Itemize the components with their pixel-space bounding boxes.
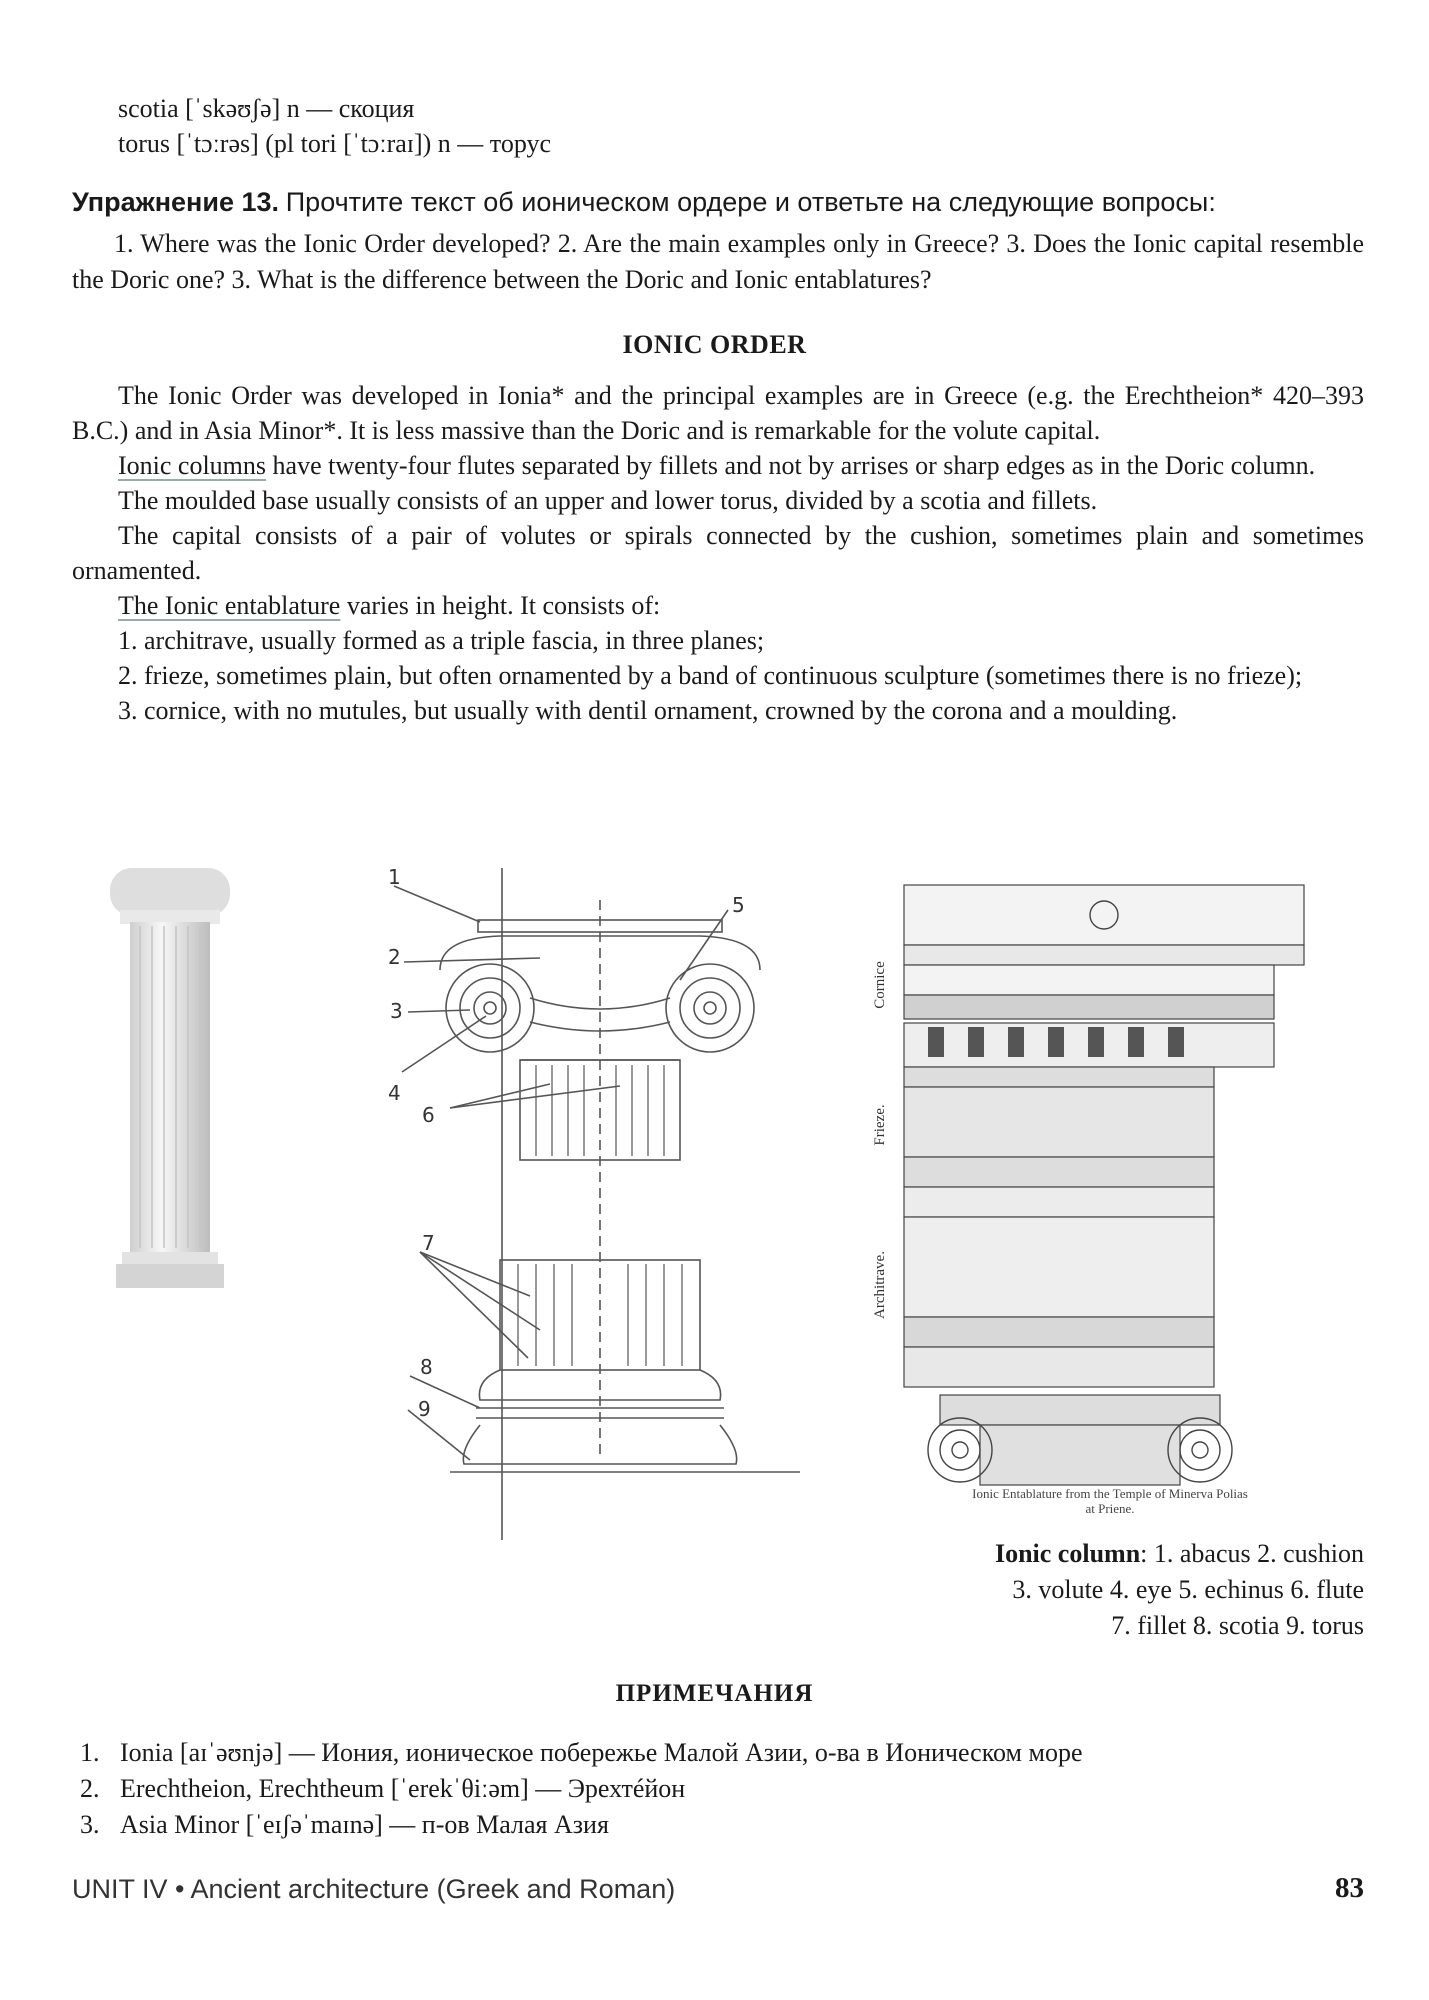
notes-list: [80, 1735, 1370, 1843]
figure-caption: [860, 1536, 1364, 1644]
paragraph-2: [72, 448, 1364, 483]
note-item: [80, 1807, 1370, 1843]
notes-title: ПРИМЕЧАНИЯ: [615, 1680, 814, 1707]
paragraph-5: [72, 588, 1364, 623]
glossary-entry-scotia: scotia [ˈskəʊʃə] n — скоция: [118, 94, 415, 123]
paragraph-2-text: have twenty-four flutes separated by fillets and not by arrises or sharp edges as in the Doric column.: [266, 451, 1316, 480]
callout-3: 3: [390, 999, 403, 1023]
callout-8: 8: [420, 1355, 433, 1379]
note-text: Asia Minor [ˈeɪʃəˈmaɪnə] — п-ов Малая Азия: [120, 1810, 609, 1839]
callout-9: 9: [418, 1397, 431, 1421]
callout-6: 6: [422, 1103, 435, 1127]
engraving-caption-line2: at Priene.: [1085, 1501, 1135, 1515]
note-number: 2.: [80, 1774, 100, 1803]
exercise-heading: [72, 185, 1372, 219]
column-photo: [100, 860, 240, 1300]
paragraph-1: The Ionic Order was developed in Ionia* and the principal examples are in Greece (e.g. the Erechtheion* 420–393 B.C.) and in Asia Minor*. It is less massive than the Doric and is remarkable for the volute capital.: [72, 381, 1364, 445]
paragraph-4: The capital consists of a pair of volutes or spirals connected by the cushion, sometimes plain and sometimes ornamented.: [72, 521, 1364, 585]
ionic-column-drawing: [380, 860, 820, 1550]
caption-line-1-text: : 1. abacus 2. cushion: [1140, 1539, 1364, 1568]
glossary-entry-torus: torus [ˈtɔːrəs] (pl tori [ˈtɔːraɪ]) n — торус: [118, 129, 552, 158]
running-footer: UNIT IV • Ancient architecture (Greek and Roman): [72, 1874, 676, 1904]
callout-2: 2: [388, 945, 401, 969]
underlined-term: The Ionic entablature: [118, 591, 341, 620]
caption-title: Ionic column: [994, 1539, 1141, 1568]
caption-line-3: 7. fillet 8. scotia 9. torus: [1111, 1611, 1364, 1640]
exercise-label: Упражнение 13.: [72, 187, 280, 217]
note-text: Erechtheion, Erechtheum [ˈerekˈθiːəm] — Эрехтéйон: [120, 1774, 686, 1803]
list-item-architrave: 1. architrave, usually formed as a triple fascia, in three planes;: [118, 626, 765, 655]
note-item: [80, 1771, 1370, 1807]
label-architrave: Architrave.: [872, 1251, 888, 1319]
caption-line-1: [860, 1536, 1364, 1572]
callout-4: 4: [388, 1081, 401, 1105]
label-cornice: Cornice: [872, 961, 888, 1009]
list-item-frieze: 2. frieze, sometimes plain, but often ornamented by a band of continuous sculpture (sometimes there is no frieze);: [118, 661, 1303, 690]
note-number: 1.: [80, 1738, 100, 1767]
engraving-caption-line1: Ionic Entablature from the Temple of Minerva Polias: [972, 1486, 1248, 1501]
list-item-cornice: 3. cornice, with no mutules, but usually with dentil ornament, crowned by the corona and a moulding.: [118, 696, 1178, 725]
exercise-questions: 1. Where was the Ionic Order developed? 2. Are the main examples only in Greece? 3. Does the Ionic capital resemble the Doric one? 3. What is the difference between the Doric and Ionic entablatures?: [72, 229, 1364, 294]
exercise-instruction: Прочтите текст об ионическом ордере и ответьте на следующие вопросы:: [285, 187, 1216, 217]
callout-7: 7: [422, 1231, 435, 1255]
note-number: 3.: [80, 1810, 100, 1839]
paragraph-3: The moulded base usually consists of an upper and lower torus, divided by a scotia and fillets.: [118, 486, 1098, 515]
entablature-engraving: [860, 875, 1330, 1515]
callout-1: 1: [388, 865, 401, 889]
note-item: [80, 1735, 1370, 1771]
page-number: 83: [1335, 1872, 1364, 1904]
caption-line-2: 3. volute 4. eye 5. echinus 6. flute: [1012, 1575, 1364, 1604]
label-frieze: Frieze.: [872, 1104, 888, 1146]
section-title: IONIC ORDER: [622, 330, 807, 359]
callout-5: 5: [732, 893, 745, 917]
main-text: [72, 378, 1364, 728]
paragraph-5-text: varies in height. It consists of:: [340, 591, 661, 620]
note-text: Ionia [aɪˈəʊnjə] — Иония, ионическое побережье Малой Азии, о-ва в Ионическом море: [120, 1738, 1083, 1767]
underlined-term: Ionic columns: [118, 451, 267, 480]
